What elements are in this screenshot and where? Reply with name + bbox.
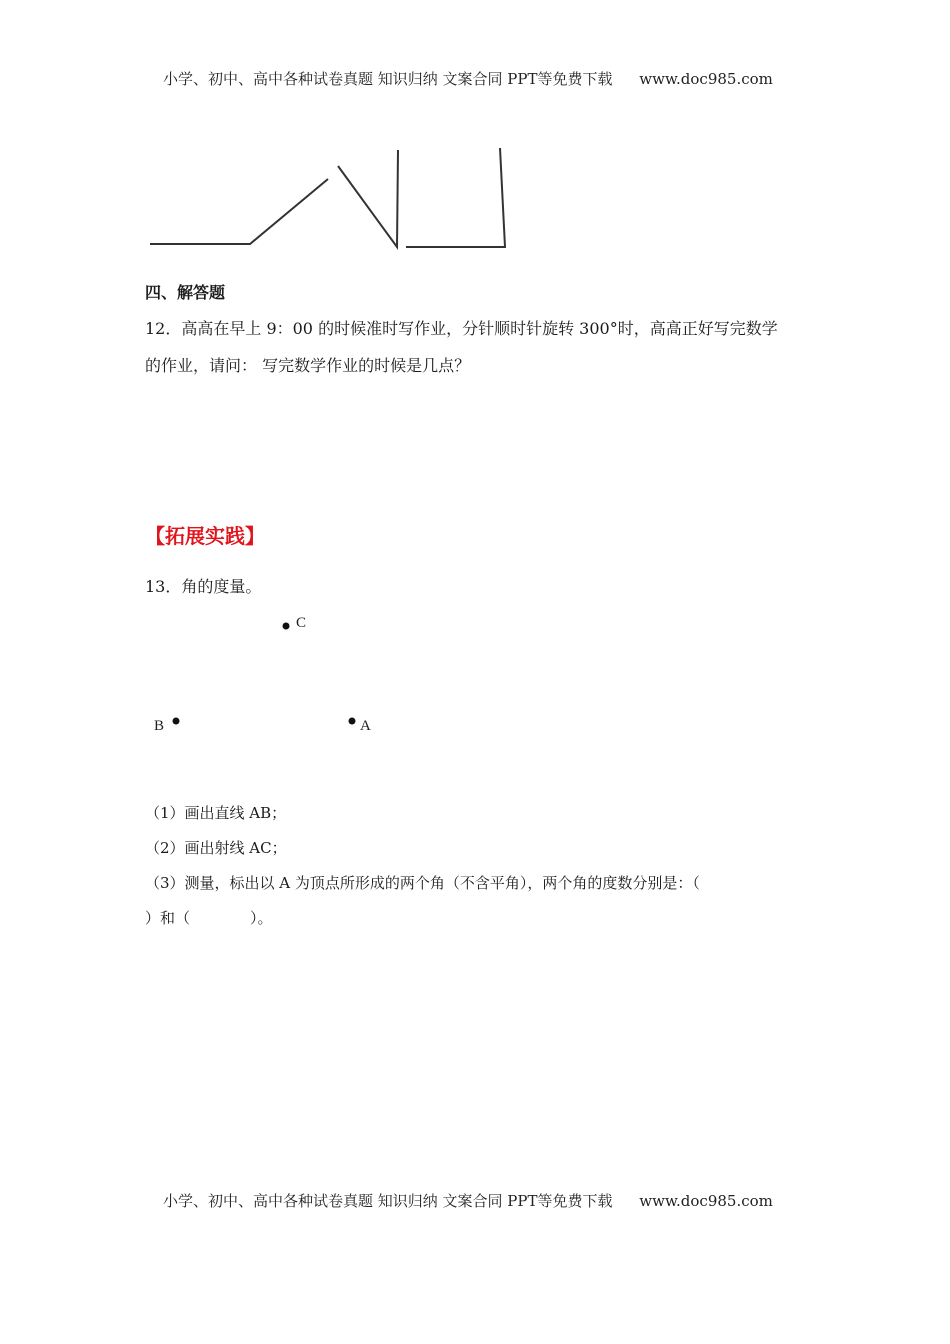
- point-a-dot: [349, 718, 356, 725]
- point-c-label: C: [296, 615, 307, 631]
- footer-site: www.doc985.com: [639, 1192, 773, 1210]
- question-13-title: 13．角的度量。: [145, 577, 262, 596]
- right-angle-figure: [406, 148, 505, 247]
- footer-text: 小学、初中、高中各种试卷真题 知识归纳 文案合同 PPT等免费下载: [163, 1192, 613, 1210]
- angle-figures: [140, 140, 520, 260]
- acute-angle-figure: [338, 150, 398, 247]
- point-a-label: A: [360, 718, 371, 734]
- obtuse-angle-figure: [150, 179, 328, 244]
- answer-blank-1-close: ）和（: [145, 909, 191, 927]
- page-footer: [163, 1190, 773, 1211]
- question-12-line2: 的作业，请问： 写完数学作业的时候是几点？: [145, 356, 471, 375]
- sub-question-3-line1: （3）测量，标出以 A 为顶点所形成的两个角（不含平角），两个角的度数分别是：（: [145, 874, 700, 892]
- points-figure: [140, 605, 400, 735]
- point-b-label: B: [154, 718, 165, 734]
- point-c-dot: [283, 623, 290, 630]
- header-site: www.doc985.com: [639, 70, 773, 88]
- section-title: 四、解答题: [145, 283, 226, 302]
- question-12-line1: 12．高高在早上 9：00 的时候准时写作业，分针顺时针旋转 300°时，高高正好写完数学: [145, 319, 778, 338]
- page-header: [163, 68, 773, 89]
- answer-blank-2-close: ）。: [250, 909, 273, 927]
- extension-title: 【拓展实践】: [145, 524, 265, 548]
- sub-question-3-line2: [145, 907, 273, 928]
- header-text: 小学、初中、高中各种试卷真题 知识归纳 文案合同 PPT等免费下载: [163, 70, 613, 88]
- sub-question-1: （1）画出直线 AB；: [145, 804, 287, 822]
- point-b-dot: [173, 718, 180, 725]
- sub-question-2: （2）画出射线 AC；: [145, 839, 287, 857]
